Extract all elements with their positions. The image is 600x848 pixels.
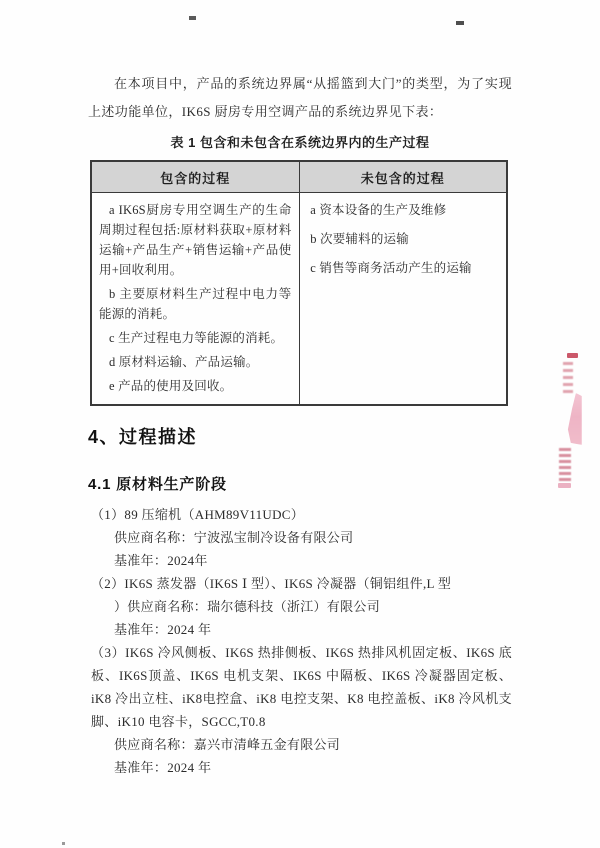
entry-supplier: ）供应商名称：瑞尔德科技（浙江）有限公司: [114, 599, 381, 614]
stamp-bleed-blob: [566, 393, 582, 445]
excluded-processes-cell: [299, 193, 507, 406]
table-body-row: [91, 193, 507, 406]
table-header-included: 包含的过程: [91, 161, 299, 193]
stamp-bleed-text-marks: [559, 448, 571, 482]
material-entry-3: [88, 641, 512, 779]
scan-speck: [62, 842, 65, 845]
excluded-item-c: c 销售等商务活动产生的运输: [310, 261, 472, 275]
entry-supplier: 供应商名称：嘉兴市清峰五金有限公司: [114, 737, 341, 752]
material-entry-2: [88, 572, 512, 641]
system-boundary-table: [90, 160, 508, 406]
entry-title: （3）IK6S 冷风侧板、IK6S 热排侧板、IK6S 热排风机固定板、IK6S 底板、IK6S顶盖、IK6S 电机支架、IK6S 中隔板、IK6S 冷凝器固定板、iK8 冷出立柱、iK8电控盒、iK8 电控支架、K8 电控盖板、iK8 冷风机支脚、iK10 电容卡，SGCC,T0.8: [91, 645, 512, 729]
included-item-e: e 产品的使用及回收。: [109, 379, 233, 393]
scan-speck: [189, 16, 196, 20]
table-header-excluded: 未包含的过程: [299, 161, 507, 193]
scan-speck: [456, 21, 464, 25]
document-content: [88, 70, 512, 779]
table-header-row: [91, 161, 507, 193]
included-item-c: c 生产过程电力等能源的消耗。: [109, 331, 284, 345]
intro-paragraph: 在本项目中，产品的系统边界属“从摇篮到大门”的类型，为了实现上述功能单位，IK6S 厨房专用空调产品的系统边界见下表：: [88, 76, 512, 119]
entry-base-year: 基准年：2024 年: [114, 760, 212, 775]
material-entries: [88, 503, 512, 779]
material-entry-1: [88, 503, 512, 572]
entry-supplier: 供应商名称：宁波泓宝制冷设备有限公司: [114, 530, 354, 545]
stamp-bleed-text-marks: [563, 362, 573, 394]
excluded-item-a: a 资本设备的生产及维修: [310, 203, 447, 217]
entry-base-year: 基准年：2024 年: [114, 622, 212, 637]
excluded-item-b: b 次要辅料的运输: [310, 232, 409, 246]
table-caption: 表 1 包含和未包含在系统边界内的生产过程: [170, 135, 430, 150]
included-item-d: d 原材料运输、产品运输。: [109, 355, 259, 369]
stamp-bleed-dash: [567, 353, 578, 358]
included-item-a: a IK6S厨房专用空调生产的生命周期过程包括:原材料获取+原材料运输+产品生产+销售运输+产品使用+回收利用。: [99, 203, 292, 277]
stamp-bleed-dash: [558, 483, 571, 488]
entry-base-year: 基准年：2024年: [114, 553, 208, 568]
subsection-heading-raw-material-stage: 4.1 原材料生产阶段: [88, 476, 227, 493]
entry-title: （1）89 压缩机（AHM89V11UDC）: [91, 507, 305, 522]
section-heading-process-description: 4、过程描述: [88, 427, 198, 447]
included-processes-cell: [91, 193, 299, 406]
included-item-b: b 主要原材料生产过程中电力等能源的消耗。: [99, 287, 292, 321]
entry-title: （2）IK6S 蒸发器（IK6S Ⅰ 型）、IK6S 冷凝器（铜铝组件,L 型: [91, 576, 452, 591]
